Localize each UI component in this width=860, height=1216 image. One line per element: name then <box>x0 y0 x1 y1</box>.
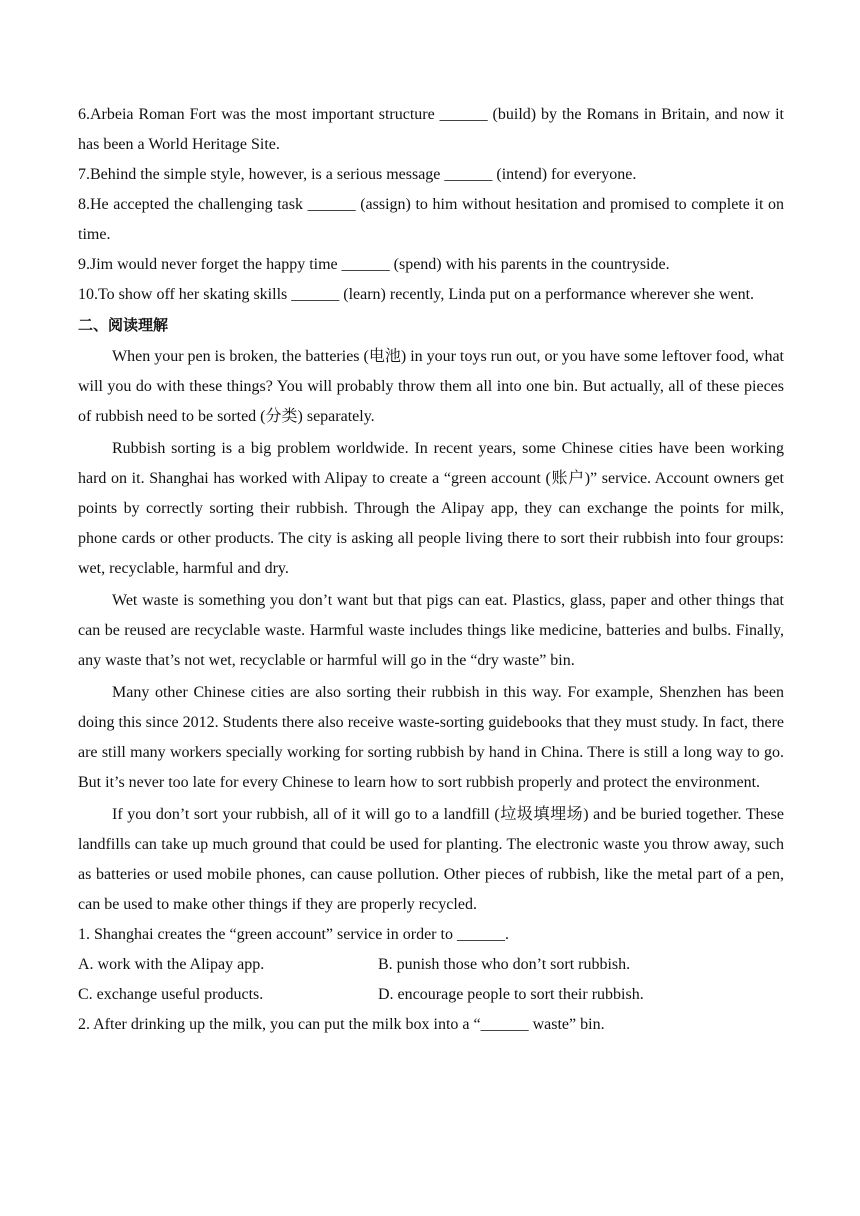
question-stem: 2. After drinking up the milk, you can put the milk box into a “______ waste” bin. <box>78 1016 605 1033</box>
grammar-item-9: 9.Jim would never forget the happy time ______ (spend) with his parents in the countryside. <box>78 256 670 273</box>
passage-paragraph-5: If you don’t sort your rubbish, all of it will go to a landfill (垃圾填埋场) and be buried together. These landfills can take up much ground that could be used for planting. The electronic waste you throw away, such as batteries or used mobile phones, can cause pollution. Other pieces of rubbish, like the metal part of a pen, can be used to make other things if they are properly recycled. <box>78 806 784 913</box>
grammar-item-10: 10.To show off her skating skills ______ (learn) recently, Linda put on a performance wherever she went. <box>78 286 755 303</box>
passage-paragraph-4: Many other Chinese cities are also sorting their rubbish in this way. For example, Shenzhen has been doing this since 2012. Students there also receive waste-sorting guidebooks that they must study. In fact, there are still many workers specially working for sorting rubbish by hand in China. There is still a long way to go. But it’s never too late for every Chinese to learn how to sort rubbish properly and protect the environment. <box>78 684 784 791</box>
question-1 <box>78 920 784 1010</box>
passage-paragraph-3: Wet waste is something you don’t want but that pigs can eat. Plastics, glass, paper and other things that can be reused are recyclable waste. Harmful waste includes things like medicine, batteries and bulbs. Finally, any waste that’s not wet, recyclable or harmful will go in the “dry waste” bin. <box>78 592 784 669</box>
option-b: B. punish those who don’t sort rubbish. <box>378 956 631 973</box>
grammar-item-7: 7.Behind the simple style, however, is a serious message ______ (intend) for everyone. <box>78 166 637 183</box>
options-row-cd <box>78 980 784 1010</box>
options-row-ab <box>78 950 784 980</box>
option-c: C. exchange useful products. <box>78 986 264 1003</box>
section-heading: 二、阅读理解 <box>78 316 169 334</box>
question-2 <box>78 1010 784 1040</box>
reading-passage <box>78 342 784 920</box>
grammar-section <box>78 100 784 310</box>
option-a: A. work with the Alipay app. <box>78 956 265 973</box>
passage-paragraph-1: When your pen is broken, the batteries (电池) in your toys run out, or you have some leftover food, what will you do with these things? You will probably throw them all into one bin. But actually, all of these pieces of rubbish need to be sorted (分类) separately. <box>78 348 784 425</box>
grammar-item-8: 8.He accepted the challenging task ______ (assign) to him without hesitation and promised to complete it on time. <box>78 196 784 243</box>
passage-paragraph-2: Rubbish sorting is a big problem worldwide. In recent years, some Chinese cities have been working hard on it. Shanghai has worked with Alipay to create a “green account (账户)” service. Account owners get points by correctly sorting their rubbish. Through the Alipay app, they can exchange the points for milk, phone cards or other products. The city is asking all people living there to sort their rubbish into four groups: wet, recyclable, harmful and dry. <box>78 440 784 577</box>
option-d: D. encourage people to sort their rubbish. <box>378 986 644 1003</box>
grammar-item-6: 6.Arbeia Roman Fort was the most important structure ______ (build) by the Romans in Britain, and now it has been a World Heritage Site. <box>78 106 784 153</box>
question-stem: 1. Shanghai creates the “green account” service in order to ______. <box>78 926 509 943</box>
